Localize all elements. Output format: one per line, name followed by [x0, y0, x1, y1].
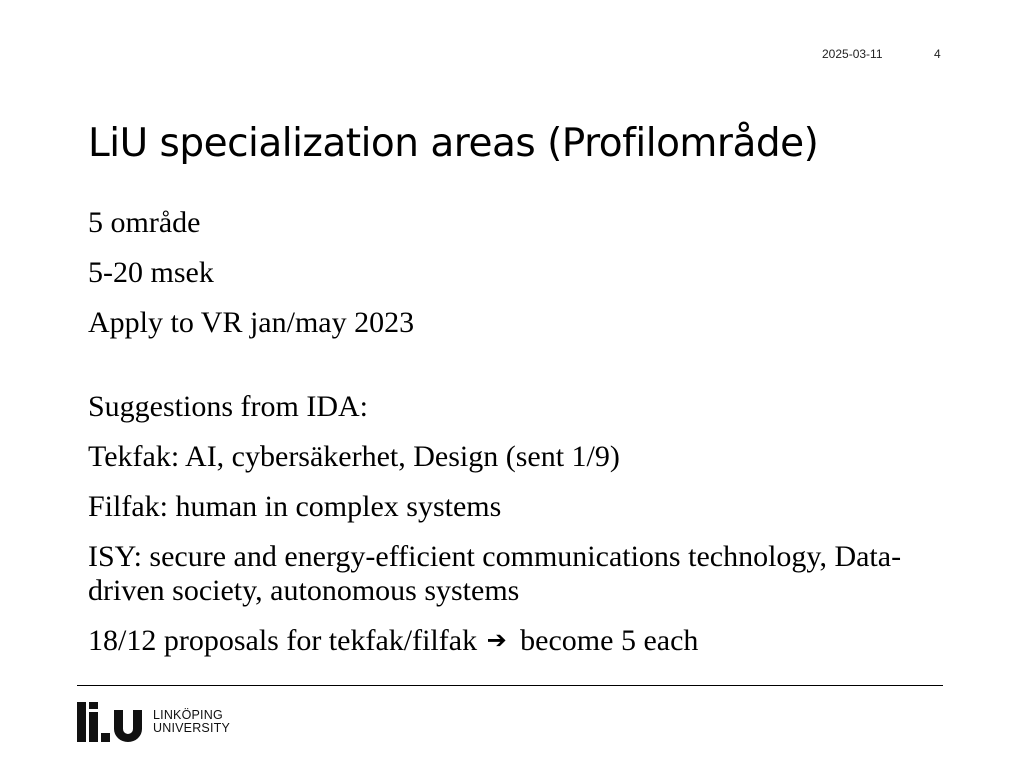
body-line: 5 område: [88, 206, 201, 239]
slide-body: [88, 206, 948, 675]
body-line: Apply to VR jan/may 2023: [88, 306, 415, 339]
slide-title: LiU specialization areas (Profilområde): [88, 121, 819, 166]
logo-wordmark: [153, 709, 230, 735]
logo-line-2: UNIVERSITY: [153, 721, 231, 735]
liu-logo: [77, 702, 230, 742]
body-line: 5-20 msek: [88, 256, 214, 289]
slide-date: 2025-03-11: [822, 47, 883, 61]
footer-divider: [77, 685, 943, 686]
body-line: Filfak: human in complex systems: [88, 490, 502, 523]
body-line: ISY: secure and energy-efficient communications technology, Data-driven society, autonomous systems: [88, 540, 902, 607]
proposals-text: 18/12 proposals for tekfak/filfak: [88, 624, 478, 657]
slide-number: 4: [934, 47, 941, 61]
proposals-result-text: become 5 each: [520, 624, 699, 657]
body-line: Suggestions from IDA:: [88, 390, 368, 423]
arrow-right-icon: ➔: [486, 626, 507, 654]
body-line-proposals: [88, 624, 948, 659]
logo-line-1: LINKÖPING: [153, 708, 223, 722]
body-line: Tekfak: AI, cybersäkerhet, Design (sent 1/9): [88, 440, 620, 473]
liu-logo-mark-icon: [77, 702, 147, 742]
